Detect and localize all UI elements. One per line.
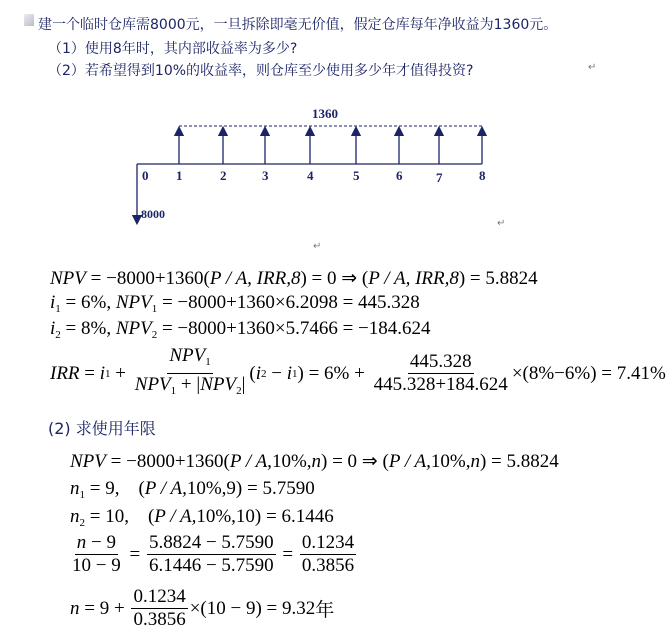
eq-var: n [311,451,322,472]
eq-var: NPV [115,292,152,313]
period-label: 4 [307,168,314,183]
eq-text: = [124,543,145,565]
fraction-numerator: 0.1234 [301,532,355,553]
equation-result-n [70,586,334,631]
eq-text: | [241,374,246,395]
fraction [300,532,356,577]
equation-npv-n [70,450,559,473]
eq-var: n [70,597,80,619]
eq-text: = [277,543,298,565]
eq-var: IRR [50,362,80,384]
eq-result: 10%,10) = 6.1446 [196,506,334,527]
eq-var: NPV [200,374,237,395]
eq-sub: 1 [151,303,158,315]
eq-text: + [110,362,131,384]
fraction-numerator [75,532,118,555]
eq-unit: 年 [315,599,335,621]
period-label: 2 [220,168,227,183]
eq-text: = −8000+1360( [105,451,230,472]
period-label: 3 [262,168,269,183]
section-heading: (2) 求使用年限 [48,419,156,438]
eq-factor: P / A, [229,451,272,472]
eq-text: = −8000+1360( [85,268,210,289]
equation-interpolation [68,532,358,577]
eq-var: n [470,451,480,472]
eq-text: ) = 6% + [297,362,370,384]
period-label: 0 [142,168,149,183]
eq-var: n [70,478,80,499]
eq-sub: 1 [205,356,211,368]
cash-flow-diagram [0,0,601,260]
eq-result: ×(10 − 9) = 9.32 [189,597,316,619]
eq-var: NPV [169,345,206,366]
question-2: （2）若希望得到10%的收益率，则仓库至少使用多少年才值得投资? [48,63,474,79]
eq-text: = 9 + [79,597,130,619]
eq-text: ( [249,362,256,384]
period-label: 5 [353,168,360,183]
eq-sub: 1 [292,367,298,380]
eq-var: n [70,506,80,527]
fraction-denominator [133,374,248,402]
eq-text: − [266,362,287,384]
period-label: 7 [436,170,443,185]
eq-factor: P / A, IRR,8 [209,268,301,289]
equation-n2 [70,506,334,529]
eq-factor: P / A, [154,506,197,527]
eq-var: i [50,292,56,313]
eq-text: = 10, ( [85,506,155,527]
eq-sub: 2 [79,517,85,529]
eq-sub: 1 [105,367,111,380]
eq-var: NPV [70,451,106,472]
eq-sub: 1 [55,303,61,315]
equation-n1 [70,478,315,501]
eq-result: = −8000+1360×6.2098 = 445.328 [157,292,420,313]
eq-factor: P / A, [144,478,187,499]
eq-var: NPV [134,374,171,395]
eq-var: n [76,532,87,553]
fraction-numerator: 0.1234 [133,586,186,607]
eq-text: = 8%, [60,318,116,339]
fraction [131,586,187,631]
eq-text: = [79,362,100,384]
fraction-numerator [167,345,212,374]
fraction [147,532,276,577]
paragraph-return-icon: ↵ [313,241,322,252]
fraction-denominator: 0.3856 [133,609,186,630]
fraction [133,345,248,402]
eq-text: 10%, [271,451,312,472]
eq-text: + | [176,374,201,395]
eq-text: 10%, [430,451,471,472]
fraction [372,351,510,396]
inflow-label: 1360 [312,106,338,121]
equation-npv-irr [50,267,538,290]
eq-sub: 2 [261,367,267,380]
eq-factor: P / A, [388,451,431,472]
eq-result: ) = 5.8824 [479,451,559,472]
equation-irr [50,345,666,402]
npv-symbol: NPV [50,268,86,289]
fraction-denominator: 445.328+184.624 [373,374,508,395]
eq-sub: 2 [55,329,61,341]
eq-var: i [286,362,292,384]
eq-sub: 2 [236,385,242,397]
period-label: 8 [479,168,486,183]
eq-var: i [255,362,261,384]
eq-result: ) = 5.8824 [458,268,538,289]
fraction-denominator: 10 − 9 [72,555,121,576]
fraction [70,532,123,577]
eq-var: i [50,318,56,339]
eq-text: = 9, ( [85,478,145,499]
eq-var: NPV [115,318,152,339]
question-1: （1）使用8年时，其内部收益率为多少? [48,41,298,57]
fraction-numerator: 5.8824 − 5.7590 [148,532,274,553]
paragraph-return-icon: ↵ [588,62,597,73]
eq-text: = 6%, [60,292,116,313]
period-label: 6 [396,168,403,183]
problem-statement: 建一个临时仓库需8000元，一旦拆除即毫无价值，假定仓库每年净收益为1360元。 [38,17,558,33]
period-label: 1 [176,168,183,183]
fraction-denominator: 6.1446 − 5.7590 [148,555,274,576]
fraction-numerator: 445.328 [409,351,472,372]
eq-result: = −8000+1360×5.7466 = −184.624 [157,318,431,339]
paragraph-return-icon: ↵ [497,218,506,229]
equation-npv2 [50,318,431,341]
eq-factor: P / A, IRR,8 [368,268,459,289]
eq-result: ×(8%−6%) = 7.41% [511,362,666,384]
eq-var: i [99,362,106,384]
eq-sub: 2 [151,329,158,341]
eq-text: ) = 0 ⇒ ( [300,268,369,289]
eq-text: ) = 0 ⇒ ( [321,451,389,472]
outflow-label: 8000 [141,207,165,221]
eq-result: 10%,9) = 5.7590 [186,478,315,499]
eq-text: − 9 [86,532,116,553]
equation-npv1 [50,292,420,315]
fraction-denominator: 0.3856 [301,555,355,576]
eq-sub: 1 [79,489,85,501]
eq-sub: 1 [170,385,177,397]
